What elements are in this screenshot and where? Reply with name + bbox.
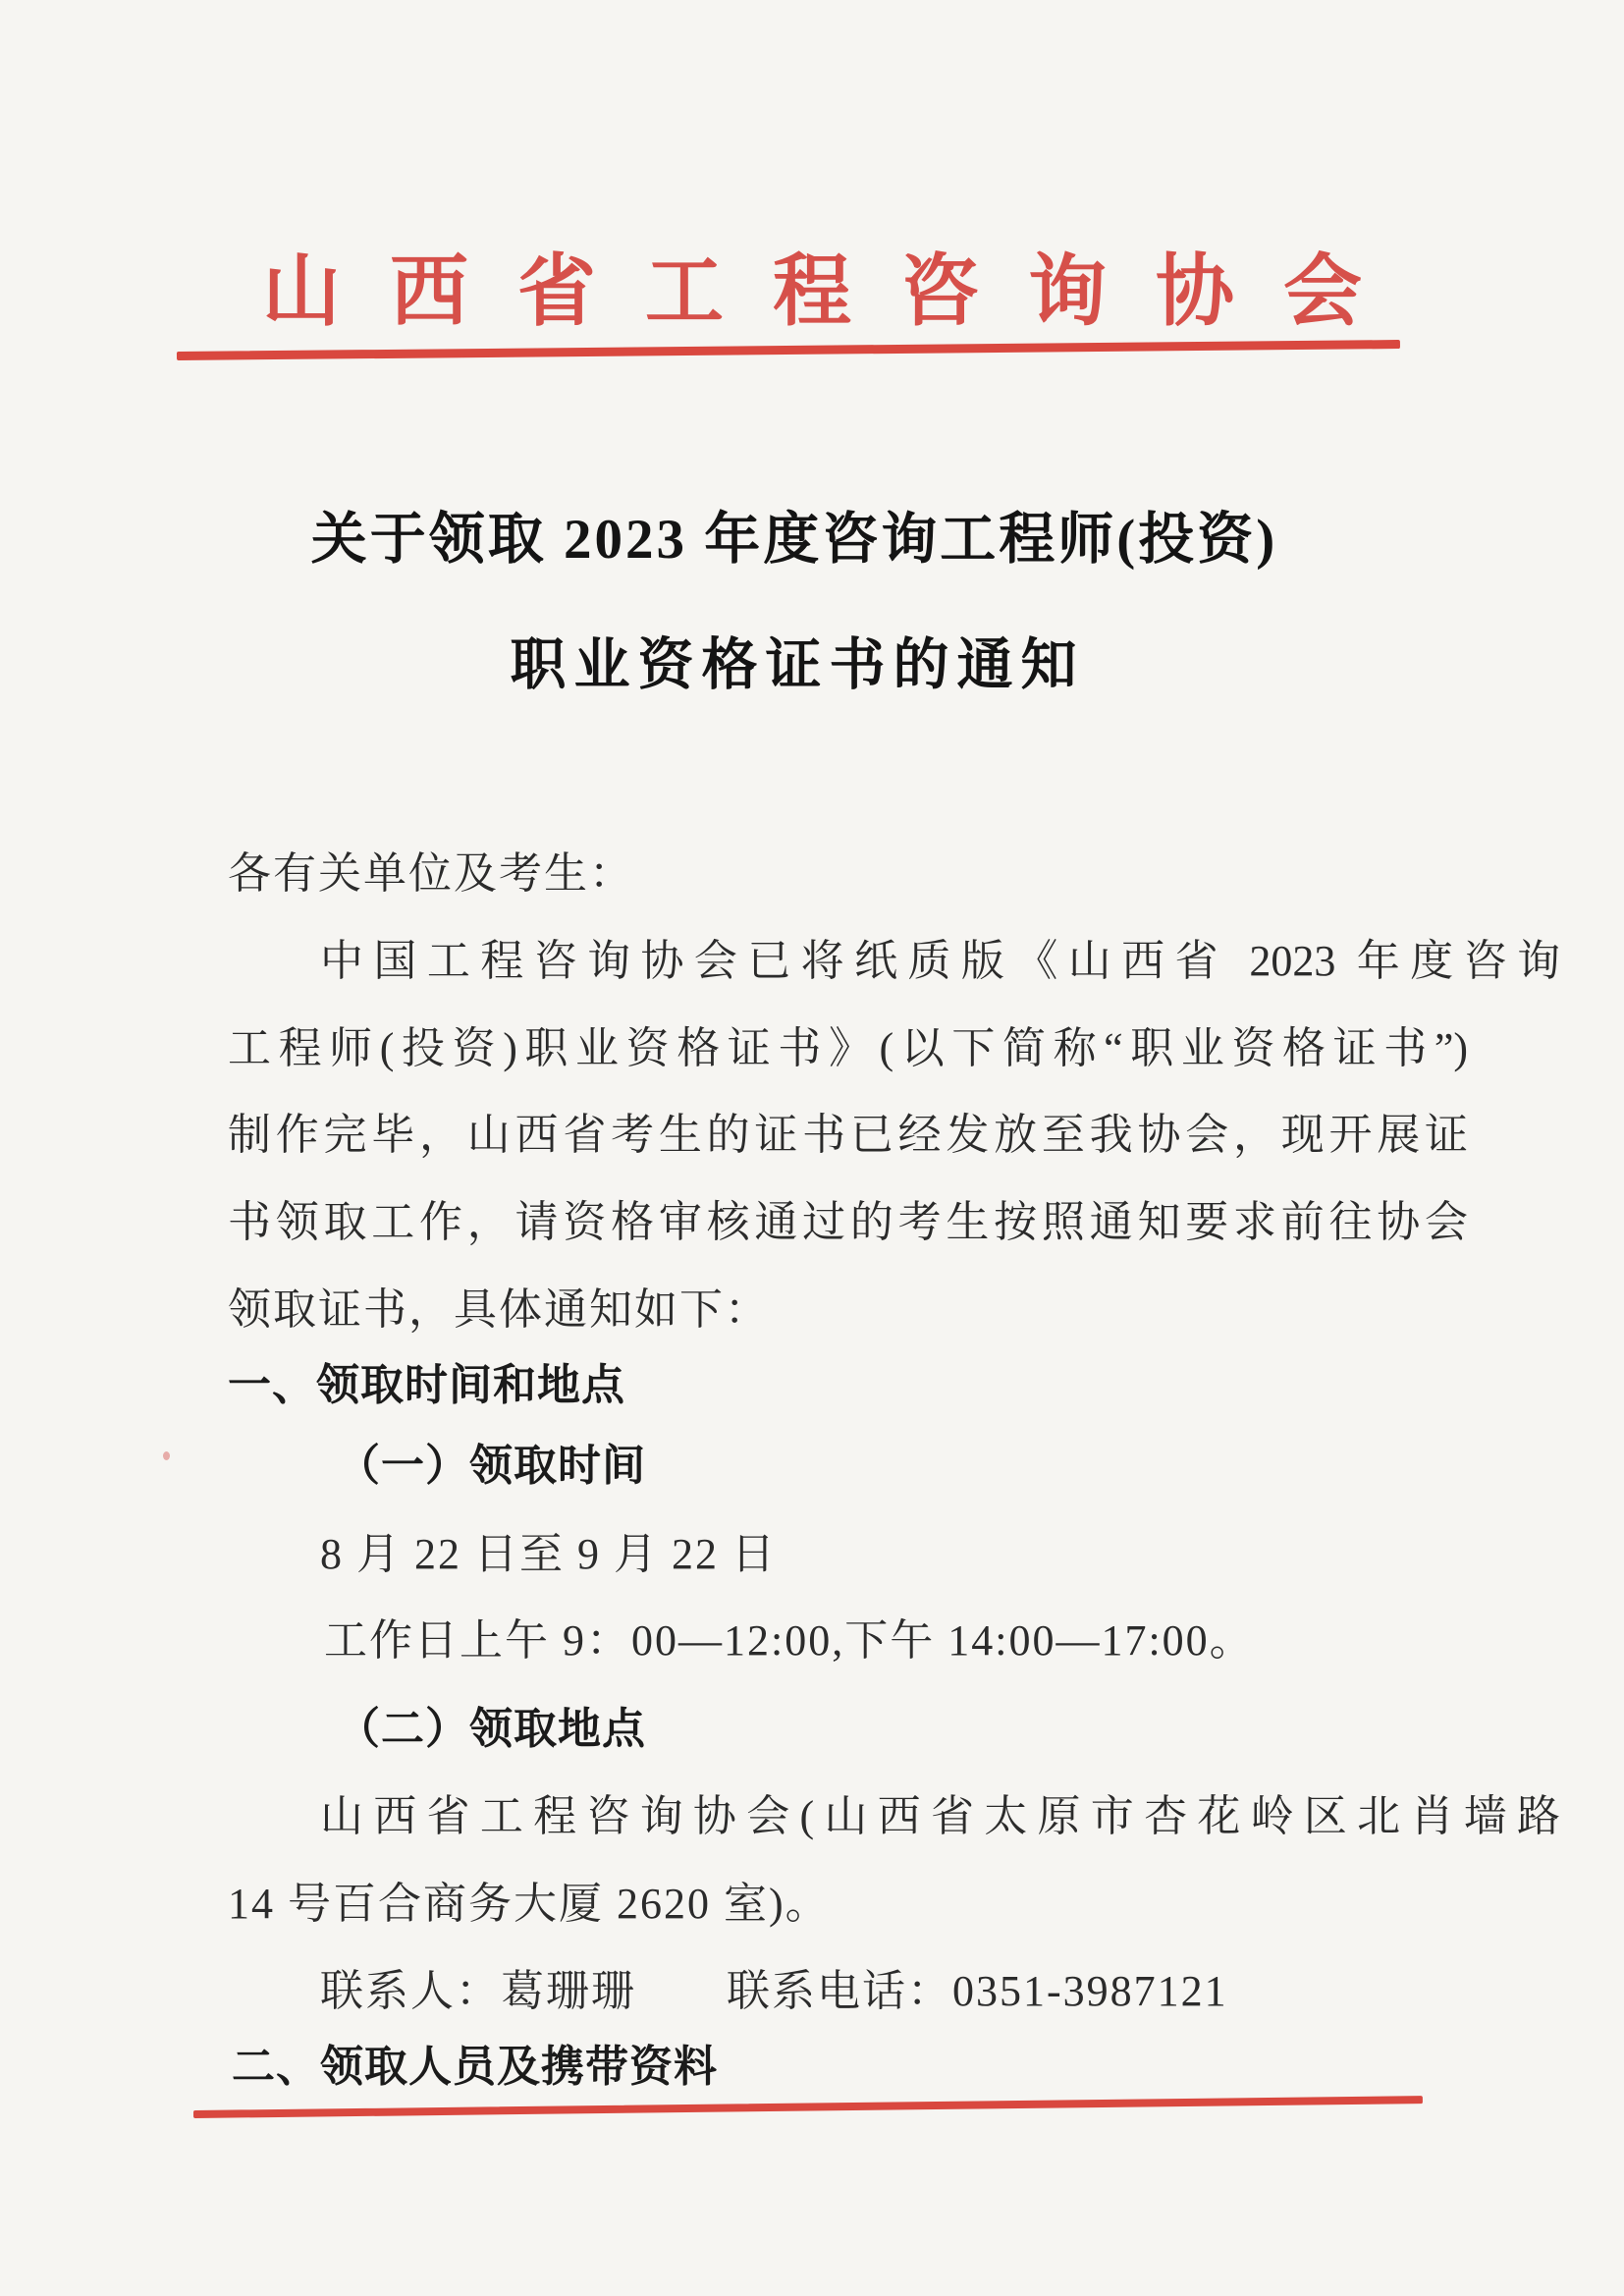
section-heading-1: 一、领取时间和地点: [228, 1361, 625, 1409]
document-title-line1: 关于领取 2023 年度咨询工程师(投资): [310, 509, 1278, 571]
paragraph-line: 领取证书，具体通知如下：: [228, 1285, 770, 1334]
paragraph-line: 书领取工作，请资格审核通过的考生按照通知要求前往协会: [228, 1198, 1468, 1246]
paragraph-line: 制作完毕，山西省考生的证书已经发放至我协会，现开展证: [228, 1111, 1468, 1159]
paragraph-line: 工程师(投资)职业资格证书》(以下简称“职业资格证书”): [228, 1024, 1468, 1072]
footer-rule: [193, 2096, 1423, 2118]
scan-artifact-dot: [163, 1451, 170, 1460]
document-title-line2: 职业资格证书的通知: [510, 634, 1085, 696]
header-rule: [177, 340, 1400, 360]
subsection-heading-pickup-place: （二）领取地点: [337, 1705, 646, 1753]
pickup-date-line: 8 月 22 日至 9 月 22 日: [320, 1530, 777, 1578]
paragraph-line: 中国工程咨询协会已将纸质版《山西省 2023 年度咨询: [320, 937, 1560, 985]
pickup-hours-line: 工作日上午 9：00—12:00,下午 14:00—17:00。: [324, 1616, 1255, 1665]
section-heading-2: 二、领取人员及携带资料: [232, 2043, 718, 2091]
contact-line: 联系人：葛珊珊 联系电话：0351-3987121: [320, 1967, 1228, 2015]
org-name-heading: 山西省工程咨询协会: [262, 249, 1411, 336]
address-line: 14 号百合商务大厦 2620 室)。: [228, 1880, 831, 1928]
salutation-line: 各有关单位及考生：: [228, 849, 634, 898]
subsection-heading-pickup-time: （一）领取时间: [337, 1442, 646, 1490]
address-line: 山西省工程咨询协会(山西省太原市杏花岭区北肖墙路: [320, 1792, 1560, 1840]
